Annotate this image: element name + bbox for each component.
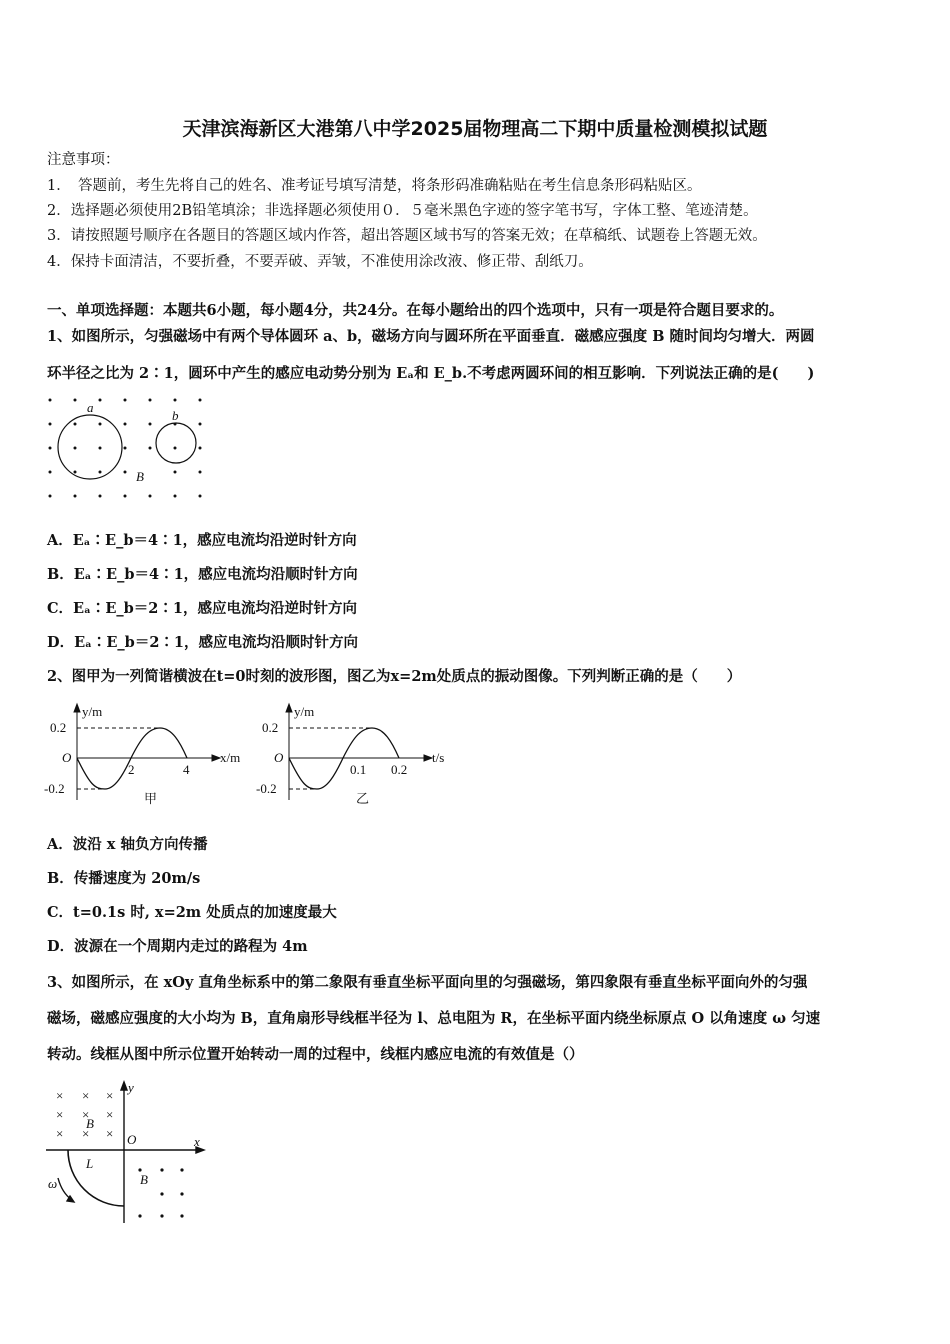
q3-line-1: 3、如图所示，在 xOy 直角坐标系中的第二象限有垂直坐标平面向里的匀强磁场，第四象限有垂直坐标平面向外的匀强: [47, 974, 808, 991]
omega-label: ω: [48, 1176, 58, 1191]
t-tick-0-1: 0.1: [350, 762, 367, 777]
field-B-lower: B: [140, 1172, 148, 1187]
field-dot: [99, 471, 102, 474]
section-heading: 一、单项选择题：本题共6小题，每小题4分，共24分。在每小题给出的四个选项中，只有一项是符合题目要求的。: [47, 302, 784, 319]
field-B-label: B: [136, 469, 144, 484]
q1-option-c: C．Eₐ∶E_b＝2∶1，感应电流均沿逆时针方向: [47, 600, 357, 617]
y-top-tick: 0.2: [262, 720, 279, 735]
field-dot: [199, 495, 202, 498]
q2-option-d: D．波源在一个周期内走过的路程为 4m: [47, 938, 308, 955]
field-cross: ×: [82, 1088, 90, 1103]
field-B-upper: B: [86, 1116, 94, 1131]
field-dot: [124, 447, 127, 450]
y-bottom-tick: -0.2: [256, 781, 277, 796]
q3-figure-sector: [44, 1078, 214, 1228]
q3-line-2: 磁场，磁感应强度的大小均为 B，直角扇形导线框半径为 l、总电阻为 R，在坐标平面内绕坐标原点 O 以角速度 ω 匀速: [47, 1010, 821, 1027]
origin-label: O: [127, 1132, 137, 1147]
q2-text: 2、图甲为一列简谐横波在t=0时刻的波形图，图乙为x=2m处质点的振动图像。下列判断正确的是（ ）: [47, 668, 742, 685]
field-dot: [99, 495, 102, 498]
y-axis-label: y/m: [82, 704, 103, 719]
field-dot: [74, 447, 77, 450]
q1-line-1: 1、如图所示，匀强磁场中有两个导体圆环 a、b，磁场方向与圆环所在平面垂直．磁感应强度 B 随时间均匀增大．两圆: [47, 328, 815, 345]
y-axis-label: y/m: [294, 704, 315, 719]
q2-option-c: C．t=0.1s 时, x=2m 处质点的加速度最大: [47, 904, 337, 921]
field-dot: [49, 471, 52, 474]
field-dot: [124, 399, 127, 402]
field-dot: [149, 495, 152, 498]
field-dot: [74, 423, 77, 426]
field-dot: [180, 1168, 183, 1171]
field-dot: [199, 399, 202, 402]
note-3: 3．请按照题号顺序在各题目的答题区域内作答，超出答题区域书写的答案无效；在草稿纸、试题卷上答题无效。: [47, 228, 767, 244]
field-cross: ×: [106, 1126, 114, 1141]
field-dot: [174, 447, 177, 450]
field-dot: [49, 423, 52, 426]
field-dot: [199, 471, 202, 474]
field-dot: [99, 399, 102, 402]
note-2: 2．选择题必须使用2B铅笔填涂；非选择题必须使用０．５毫米黑色字迹的签字笔书写，字体工整、笔迹清楚。: [47, 203, 758, 219]
field-dot: [49, 495, 52, 498]
origin-label: O: [274, 750, 284, 765]
t-tick-0-2: 0.2: [391, 762, 408, 777]
field-cross: ×: [56, 1088, 64, 1103]
field-cross: ×: [56, 1126, 64, 1141]
field-dot: [199, 423, 202, 426]
field-dot: [49, 447, 52, 450]
q1-option-b: B．Eₐ∶E_b＝4∶1，感应电流均沿顺时针方向: [47, 566, 358, 583]
q1-figure-rings: [40, 390, 220, 505]
q1-line-2: 环半径之比为 2∶1，圆环中产生的感应电动势分别为 Eₐ和 E_b.不考虑两圆环间的相互影响．下列说法正确的是( ): [47, 365, 815, 382]
note-1: 1． 答题前，考生先将自己的姓名、准考证号填写清楚，将条形码准确粘贴在考生信息条形码粘贴区。: [47, 178, 702, 194]
q2-option-b: B．传播速度为 20m/s: [47, 870, 201, 887]
q1-option-d: D．Eₐ∶E_b＝2∶1，感应电流均沿顺时针方向: [47, 634, 358, 651]
field-dot: [160, 1192, 163, 1195]
field-dot: [160, 1214, 163, 1217]
field-dot: [99, 447, 102, 450]
field-dot: [180, 1214, 183, 1217]
field-dot: [174, 471, 177, 474]
field-dot: [138, 1214, 141, 1217]
field-dot: [99, 423, 102, 426]
x-axis-label: x: [194, 1134, 200, 1149]
field-dot: [124, 423, 127, 426]
page-title: 天津滨海新区大港第八中学2025届物理高二下期中质量检测模拟试题: [182, 118, 768, 140]
field-dot: [160, 1168, 163, 1171]
field-dot: [199, 447, 202, 450]
field-dot: [149, 447, 152, 450]
field-dot: [180, 1192, 183, 1195]
field-dot: [74, 471, 77, 474]
q3-line-3: 转动。线框从图中所示位置开始转动一周的过程中，线框内感应电流的有效值是（）: [47, 1046, 584, 1063]
field-cross: ×: [106, 1088, 114, 1103]
radius-L-label: L: [86, 1156, 94, 1171]
caption-yi: 乙: [356, 791, 370, 806]
note-4: 4．保持卡面清洁，不要折叠，不要弄破、弄皱，不准使用涂改液、修正带、刮纸刀。: [47, 254, 593, 270]
caption-jia: 甲: [144, 791, 158, 806]
y-axis-label: y: [128, 1080, 134, 1095]
notes-heading: 注意事项：: [47, 152, 120, 168]
field-dot: [149, 423, 152, 426]
field-dot: [74, 399, 77, 402]
x-tick-2: 2: [128, 762, 135, 777]
t-axis-label: t/s: [432, 750, 445, 765]
field-dot: [124, 495, 127, 498]
q1-option-a: A．Eₐ∶E_b＝4∶1，感应电流均沿逆时针方向: [47, 532, 357, 549]
y-top-tick: 0.2: [50, 720, 67, 735]
q2-option-a: A．波沿 x 轴负方向传播: [47, 836, 208, 853]
ring-b-label: b: [172, 408, 179, 423]
field-dot: [174, 495, 177, 498]
q2-figure-vibration: [252, 700, 472, 810]
field-dot: [49, 399, 52, 402]
ring-a-label: a: [87, 400, 94, 415]
field-dot: [124, 471, 127, 474]
x-tick-4: 4: [183, 762, 190, 777]
x-axis-label: x/m: [220, 750, 241, 765]
field-cross: ×: [106, 1107, 114, 1122]
field-dot: [74, 495, 77, 498]
field-cross: ×: [82, 1126, 90, 1141]
field-dot: [149, 399, 152, 402]
field-cross: ×: [56, 1107, 64, 1122]
field-cross: ×: [82, 1107, 90, 1122]
q2-figure-wave: [40, 700, 260, 810]
origin-label: O: [62, 750, 72, 765]
field-dot: [174, 399, 177, 402]
y-bottom-tick: -0.2: [44, 781, 65, 796]
